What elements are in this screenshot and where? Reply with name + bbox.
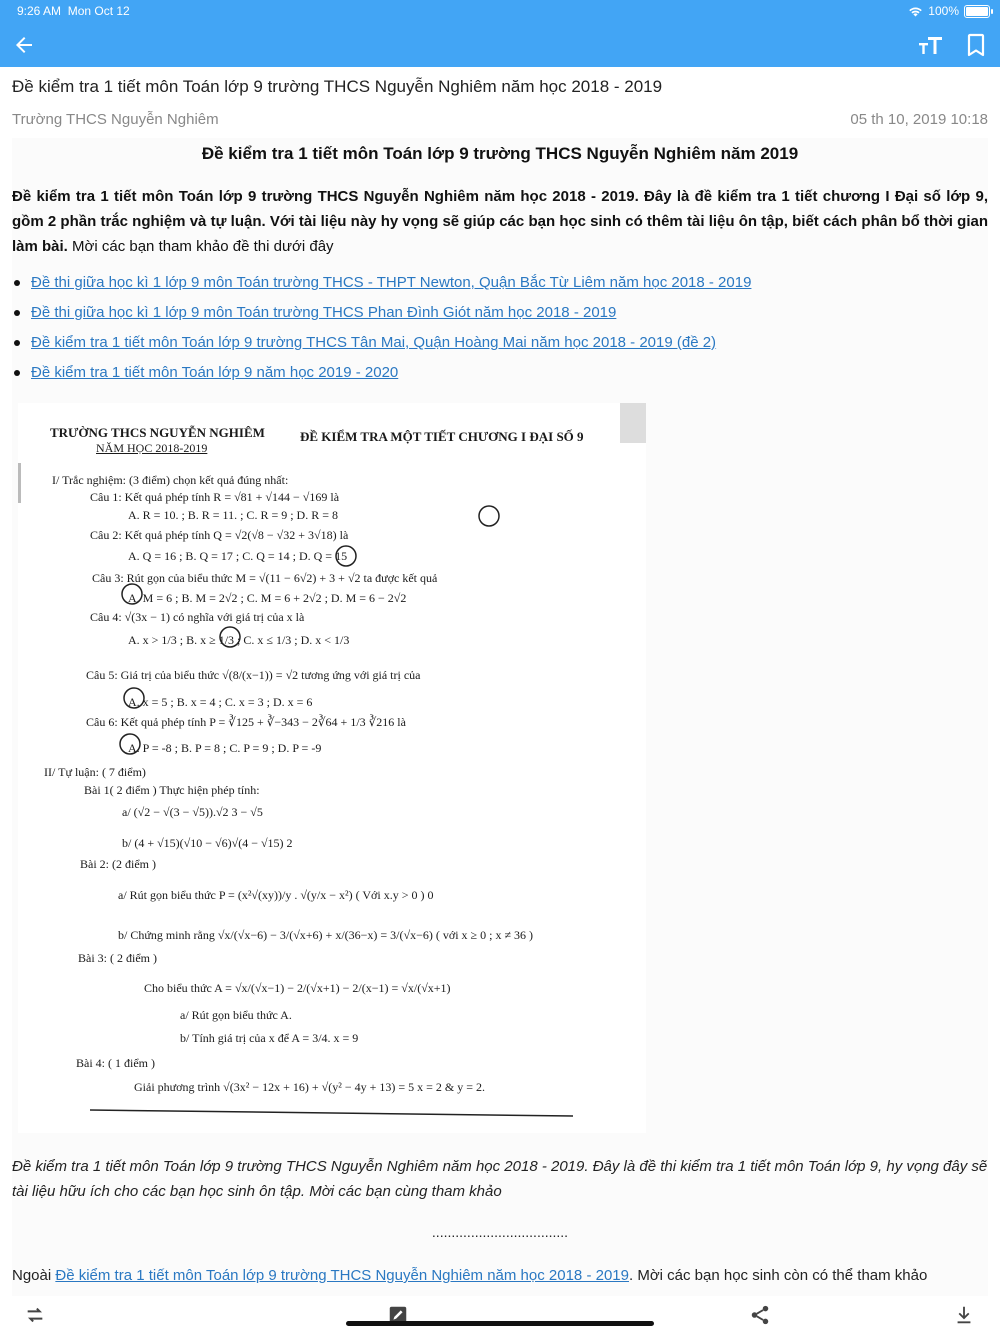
- status-bar: [0, 0, 1000, 22]
- exam-line: Câu 1: Kết quả phép tính R = √81 + √144 − √169 là: [90, 490, 340, 504]
- list-item: [12, 304, 988, 334]
- exam-line: A. R = 10. ; B. R = 11. ; C. R = 9 ; D. R = 8: [128, 508, 338, 522]
- exam-line: a/ Rút gọn biểu thức P = (x²√(xy))/y . √(y/x − x²) ( Với x.y > 0 ) 0: [118, 888, 434, 902]
- exam-line: Giải phương trình √(3x² − 12x + 16) + √(y² − 4y + 13) = 5 x = 2 & y = 2.: [134, 1080, 485, 1094]
- article-more: Ngoài Đề kiểm tra 1 tiết môn Toán lớp 9 trường THCS Nguyễn Nghiêm năm học 2018 - 2019. Mời các bạn học sinh còn có thể tham khảo: [12, 1267, 928, 1284]
- bookmark-icon[interactable]: [964, 32, 988, 58]
- exam-line: b/ Chứng minh rằng √x/(√x−6) − 3/(√x+6) + x/(36−x) = 3/(√x−6) ( với x ≥ 0 ; x ≠ 36 ): [118, 928, 534, 942]
- status-right: [908, 4, 990, 18]
- related-link[interactable]: Đề kiểm tra 1 tiết môn Toán lớp 9 trường THCS Tân Mai, Quận Hoàng Mai năm học 2018 - 2019 (đề 2): [31, 334, 717, 351]
- related-link[interactable]: Đề thi giữa học kì 1 lớp 9 môn Toán trường THCS - THPT Newton, Quận Bắc Từ Liêm năm học 2018 - 2019: [31, 274, 752, 291]
- article-lead: [12, 184, 988, 259]
- status-time: 9:26 AM Mon Oct 12: [17, 4, 130, 18]
- download-icon[interactable]: [953, 1304, 975, 1326]
- exam-line: Câu 2: Kết quả phép tính Q = √2(√8 − √32 + 3√18) là: [90, 528, 349, 542]
- exam-line: Câu 6: Kết quả phép tính P = ∛125 + ∛−343 − 2∛64 + 1/3 ∛216 là: [86, 715, 406, 729]
- list-item: [12, 274, 988, 304]
- exam-line: Bài 2: (2 điểm ): [80, 857, 156, 871]
- exam-line: Câu 4: √(3x − 1) có nghĩa với giá trị của x là: [90, 610, 305, 624]
- exam-part1: I/ Trắc nghiệm: (3 điểm) chọn kết quả đúng nhất:: [52, 473, 289, 487]
- exam-line: Câu 5: Giá trị của biểu thức √(8/(x−1)) = √2 tương ứng với giá trị của: [86, 668, 421, 682]
- wifi-icon: [908, 6, 923, 17]
- exam-line: a/ (√2 − √(3 − √5)).√2 3 − √5: [122, 805, 263, 819]
- list-item: [12, 334, 988, 364]
- article-heading: Đề kiểm tra 1 tiết môn Toán lớp 9 trường THCS Nguyễn Nghiêm năm 2019: [201, 144, 799, 163]
- article-caption: Đề kiểm tra 1 tiết môn Toán lớp 9 trường THCS Nguyễn Nghiêm năm học 2018 - 2019. Đây là đề thi kiểm tra 1 tiết môn Toán lớp 9, hy vọng đây sẽ tài liệu hữu ích cho các bạn học sinh ôn tập. Mời các bạn cùng tham khảo: [12, 1158, 988, 1200]
- battery-icon: [964, 5, 990, 18]
- separator: ...................................: [431, 1224, 569, 1240]
- exam-line: a/ Rút gọn biểu thức A.: [180, 1008, 292, 1022]
- exam-line: Cho biểu thức A = √x/(√x−1) − 2/(√x+1) − 2/(x−1) = √x/(√x+1): [144, 981, 451, 995]
- exam-line: b/ Tính giá trị của x để A = 3/4. x = 9: [180, 1031, 359, 1045]
- lead-plain: Mời các bạn tham khảo đề thi dưới đây: [67, 238, 334, 255]
- list-item: [12, 364, 988, 394]
- exam-title: ĐỀ KIỂM TRA MỘT TIẾT CHƯƠNG I ĐẠI SỐ 9: [300, 429, 584, 444]
- related-link[interactable]: Đề thi giữa học kì 1 lớp 9 môn Toán trường THCS Phan Đình Giót năm học 2018 - 2019: [31, 304, 617, 321]
- exam-school: TRƯỜNG THCS NGUYỄN NGHIÊM: [50, 425, 265, 440]
- article-date: 05 th 10, 2019 10:18: [850, 111, 988, 128]
- exam-image: [18, 403, 646, 1133]
- exam-line: Bài 1( 2 điểm ) Thực hiện phép tính:: [84, 783, 260, 797]
- exam-line: A. x > 1/3 ; B. x ≥ 1/3 ; C. x ≤ 1/3 ; D. x < 1/3: [128, 633, 350, 647]
- exam-line: b/ (4 + √15)(√10 − √6)√(4 − √15) 2: [122, 836, 293, 850]
- arrow-left-icon[interactable]: [12, 33, 36, 57]
- related-link[interactable]: Đề kiểm tra 1 tiết môn Toán lớp 9 năm học 2019 - 2020: [31, 364, 399, 381]
- exam-line: A. M = 6 ; B. M = 2√2 ; C. M = 6 + 2√2 ; D. M = 6 − 2√2: [128, 591, 407, 605]
- exam-line: Bài 3: ( 2 điểm ): [78, 951, 157, 965]
- text-size-icon[interactable]: [916, 32, 944, 58]
- exam-line: A. Q = 16 ; B. Q = 17 ; C. Q = 14 ; D. Q = 15: [128, 549, 348, 563]
- swap-icon[interactable]: [24, 1304, 46, 1326]
- exam-line: A. x = 5 ; B. x = 4 ; C. x = 3 ; D. x = 6: [128, 695, 313, 709]
- related-links: [12, 274, 988, 394]
- exam-markings: [18, 403, 646, 1133]
- bottom-toolbar: [0, 1296, 1000, 1334]
- exam-line: Bài 4: ( 1 điểm ): [76, 1056, 155, 1070]
- share-icon[interactable]: [749, 1304, 771, 1326]
- exam-line: II/ Tự luận: ( 7 điểm): [44, 765, 146, 779]
- article-body: [12, 138, 988, 1298]
- exam-year: NĂM HỌC 2018-2019: [96, 441, 208, 455]
- exam-line: Câu 3: Rút gọn của biểu thức M = √(11 − 6√2) + 3 + √2 ta được kết quả: [92, 571, 438, 585]
- home-indicator: [346, 1321, 654, 1326]
- more-link[interactable]: Đề kiểm tra 1 tiết môn Toán lớp 9 trường THCS Nguyễn Nghiêm năm học 2018 - 2019: [55, 1267, 629, 1284]
- article-title: Đề kiểm tra 1 tiết môn Toán lớp 9 trường THCS Nguyễn Nghiêm năm học 2018 - 2019: [12, 77, 663, 96]
- exam-line: A. P = -8 ; B. P = 8 ; C. P = 9 ; D. P = -9: [128, 741, 322, 755]
- article-author[interactable]: Trường THCS Nguyễn Nghiêm: [12, 111, 219, 128]
- lead-bold: Đề kiểm tra 1 tiết môn Toán lớp 9 trường THCS Nguyễn Nghiêm năm học 2018 - 2019. Đây là đề kiểm tra 1 tiết chương I Đại số lớp 9, gồm 2 phần trắc nghiệm và tự luận. Với tài liệu này hy vọng sẽ giúp các bạn học sinh có thêm tài liệu ôn tập, biết cách phân bổ thời gian làm bài.: [12, 188, 988, 255]
- app-bar: [0, 22, 1000, 67]
- battery-label: 100%: [928, 4, 959, 18]
